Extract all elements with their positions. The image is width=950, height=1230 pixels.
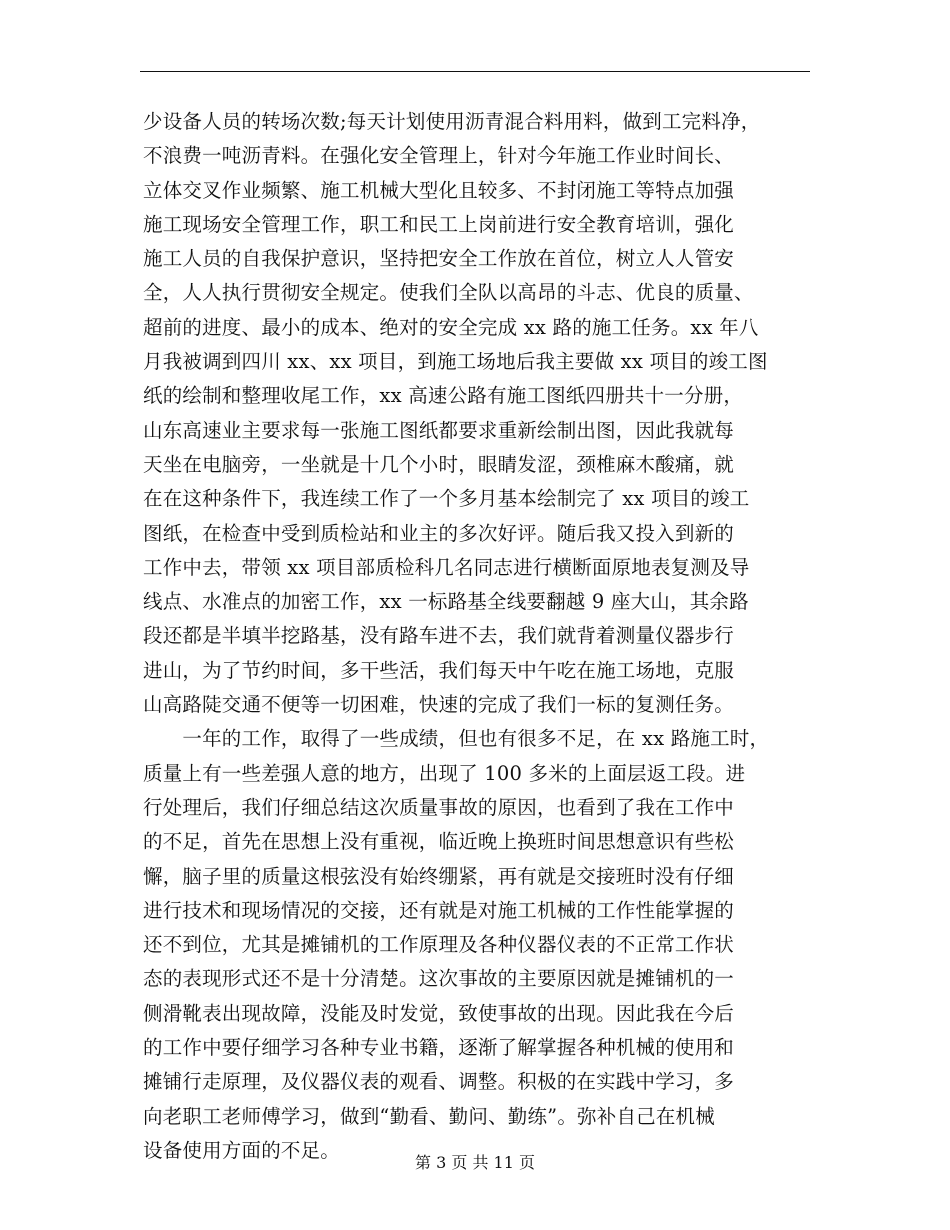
text-line: 工作中去，带领 xx 项目部质检科几名同志进行横断面原地表复测及导 — [143, 555, 750, 579]
text-line: 向老职工老师傅学习，做到“勤看、勤问、勤练”。弥补自己在机械 — [143, 1104, 715, 1128]
text-line: 质量上有一些差强人意的地方，出现了 100 多米的上面层返工段。进 — [143, 761, 746, 785]
text-line: 纸的绘制和整理收尾工作，xx 高速公路有施工图纸四册共十一分册， — [143, 384, 744, 408]
page-footer — [0, 1153, 950, 1173]
text-line: 懈，脑子里的质量这根弦没有始终绷紧，再有就是交接班时没有仔细 — [143, 864, 735, 888]
text-line: 山高路陡交通不便等一切困难，快速的完成了我们一标的复测任务。 — [143, 693, 735, 717]
text-line: 行处理后，我们仔细总结这次质量事故的原因，也看到了我在工作中 — [143, 795, 735, 819]
body-text — [143, 105, 815, 1168]
text-line: 不浪费一吨沥青料。在强化安全管理上，针对今年施工作业时间长、 — [143, 144, 735, 168]
header-rule — [140, 71, 810, 72]
text-line: 超前的进度、最小的成本、绝对的安全完成 xx 路的施工任务。xx 年八 — [143, 315, 759, 339]
text-line: 施工现场安全管理工作，职工和民工上岗前进行安全教育培训，强化 — [143, 212, 735, 236]
text-line: 立体交叉作业频繁、施工机械大型化且较多、不封闭施工等特点加强 — [143, 178, 735, 202]
text-line: 施工人员的自我保护意识，坚持把安全工作放在首位，树立人人管安 — [143, 247, 735, 271]
page-number-label: 第 3 页 共 11 页 — [415, 1153, 535, 1172]
text-line: 线点、水准点的加密工作，xx 一标路基全线要翻越 9 座大山，其余路 — [143, 590, 749, 614]
text-line: 山东高速业主要求每一张施工图纸都要求重新绘制出图，因此我就每 — [143, 418, 735, 442]
text-line: 进山，为了节约时间，多干些活，我们每天中午吃在施工场地，克服 — [143, 658, 735, 682]
text-line: 进行技术和现场情况的交接，还有就是对施工机械的工作性能掌握的 — [143, 898, 735, 922]
text-line: 的工作中要仔细学习各种专业书籍，逐渐了解掌握各种机械的使用和 — [143, 1036, 735, 1060]
text-line: 段还都是半填半挖路基，没有路车进不去，我们就背着测量仪器步行 — [143, 624, 735, 648]
text-line: 天坐在电脑旁，一坐就是十几个小时，眼睛发涩，颈椎麻木酸痛，就 — [143, 452, 735, 476]
text-line: 侧滑靴表出现故障，没能及时发觉，致使事故的出现。因此我在今后 — [143, 1001, 735, 1025]
text-line: 摊铺行走原理，及仪器仪表的观看、调整。积极的在实践中学习，多 — [143, 1070, 735, 1094]
text-line: 少设备人员的转场次数;每天计划使用沥青混合料用料，做到工完料净， — [143, 110, 761, 133]
text-line: 月我被调到四川 xx、xx 项目，到施工场地后我主要做 xx 项目的竣工图 — [143, 350, 768, 374]
text-line: 一年的工作，取得了一些成绩，但也有很多不足，在 xx 路施工时， — [143, 727, 770, 751]
text-line: 态的表现形式还不是十分清楚。这次事故的主要原因就是摊铺机的一 — [143, 967, 735, 991]
text-line: 图纸，在检查中受到质检站和业主的多次好评。随后我又投入到新的 — [143, 521, 735, 545]
text-line: 的不足，首先在思想上没有重视，临近晚上换班时间思想意识有些松 — [143, 830, 735, 854]
text-line: 在在这种条件下，我连续工作了一个多月基本绘制完了 xx 项目的竣工 — [143, 487, 750, 511]
text-line: 还不到位，尤其是摊铺机的工作原理及各种仪器仪表的不正常工作状 — [143, 933, 735, 957]
text-line: 全，人人执行贯彻安全规定。使我们全队以高昂的斗志、优良的质量、 — [143, 281, 754, 305]
text-line: 设备使用方面的不足。 — [143, 1138, 341, 1162]
